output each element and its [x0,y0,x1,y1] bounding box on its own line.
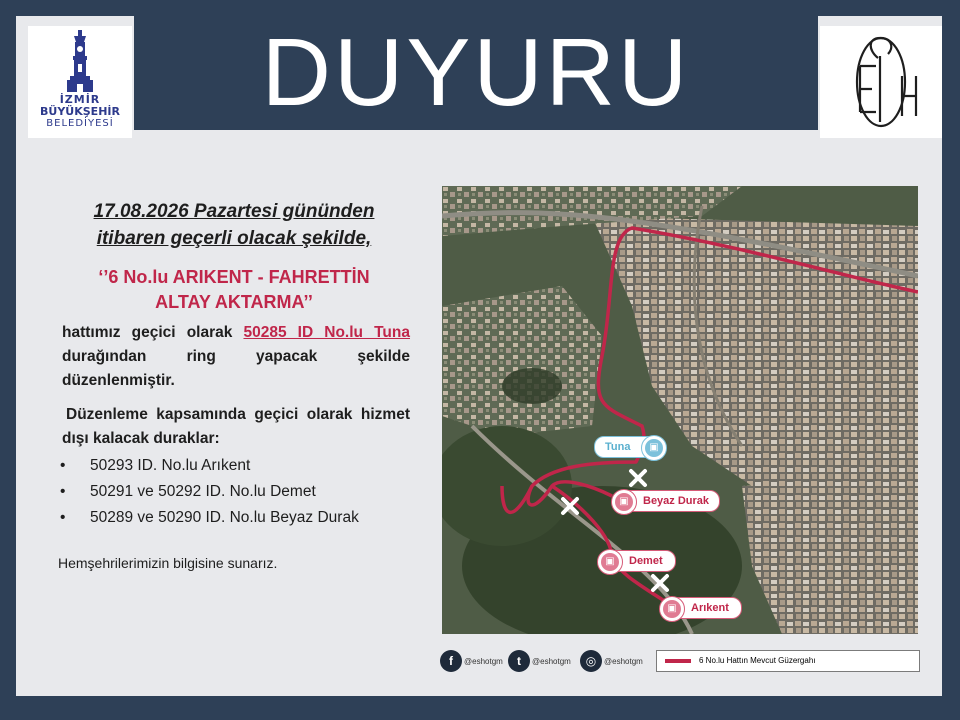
suspended-stops-list [58,453,410,531]
marker-label-arikent: Arıkent [691,602,729,614]
bullet-glyph: • [60,483,66,500]
instagram-link[interactable] [580,650,643,674]
logo-text-izmir: İZMİR [59,93,101,106]
logo-text-buyuksehir: BÜYÜKŞEHİR [40,105,120,118]
list-item [58,479,410,505]
suspended-stop-x-icon [560,496,580,516]
tuna-stop-highlight: 50285 ID No.lu Tuna [243,324,410,341]
facebook-handle: @eshotgm [464,656,503,666]
marker-label-demet: Demet [629,555,663,567]
bus-glyph: ▣ [663,600,681,618]
instagram-icon: ◎ [580,650,602,672]
marker-label-beyaz: Beyaz Durak [643,495,710,507]
bus-stop-icon [611,489,637,515]
map-marker-demet [600,550,676,572]
facebook-link[interactable] [440,650,503,674]
stop-arikent: 50293 ID. No.lu Arıkent [90,457,251,474]
suspended-stops-title: Düzenleme kapsamında geçici olarak hizmet dışı kalacak duraklar: [62,406,410,447]
legend-label: 6 No.lu Hattın Mevcut Güzergahı [699,656,816,665]
marker-label-tuna: Tuna [605,441,631,453]
list-item [58,453,410,479]
bus-glyph: ▣ [615,493,633,511]
instagram-handle: @eshotgm [604,656,643,666]
bus-glyph: ▣ [601,553,619,571]
route-name-line-1: ‘’6 No.lu ARIKENT - FAHRETTİN [98,267,370,287]
route-map [442,186,918,634]
change-description [62,321,410,393]
list-item [58,505,410,531]
bus-stop-icon [641,435,667,461]
bus-stop-icon [659,596,685,622]
satellite-map-image [442,186,918,634]
suspended-stop-x-icon [650,573,670,593]
suspended-stop-x-icon [628,468,648,488]
title-banner [134,16,818,130]
route-name [58,265,410,315]
izmir-municipality-logo [28,26,132,138]
map-marker-arikent [662,597,742,619]
twitter-icon: t [508,650,530,672]
map-marker-tuna [594,436,664,458]
map-marker-beyaz-durak [614,490,720,512]
notice-text [58,198,410,571]
effective-date [58,198,410,252]
bullet-glyph: • [60,457,66,474]
page-title: DUYURU [261,19,691,126]
facebook-icon: f [440,650,462,672]
bus-glyph: ▣ [645,439,663,457]
map-legend [656,650,920,672]
bus-stop-icon [597,549,623,575]
route-name-line-2: ALTAY AKTARMA’’ [155,292,313,312]
twitter-handle: @eshotgm [532,656,571,666]
eshot-monogram-icon [820,26,942,138]
stop-demet: 50291 ve 50292 ID. No.lu Demet [90,483,316,500]
closing-note: Hemşehrilerimizin bilgisine sunarız. [58,555,278,571]
change-description-end: durağından ring yapacak şekilde düzenlenmiştir. [62,348,410,389]
bullet-glyph: • [60,509,66,526]
route-line-swatch [665,659,691,663]
eshot-logo [820,26,942,138]
logo-text-belediyesi: BELEDİYESİ [46,118,114,129]
stop-beyaz-durak: 50289 ve 50290 ID. No.lu Beyaz Durak [90,509,359,526]
effective-date-line-1: 17.08.2026 Pazartesi gününden [93,201,375,222]
twitter-link[interactable] [508,650,571,674]
clock-tower-icon [60,28,100,94]
effective-date-line-2: itibaren geçerli olacak şekilde, [96,228,372,249]
change-description-start: hattımız geçici olarak [62,324,244,341]
